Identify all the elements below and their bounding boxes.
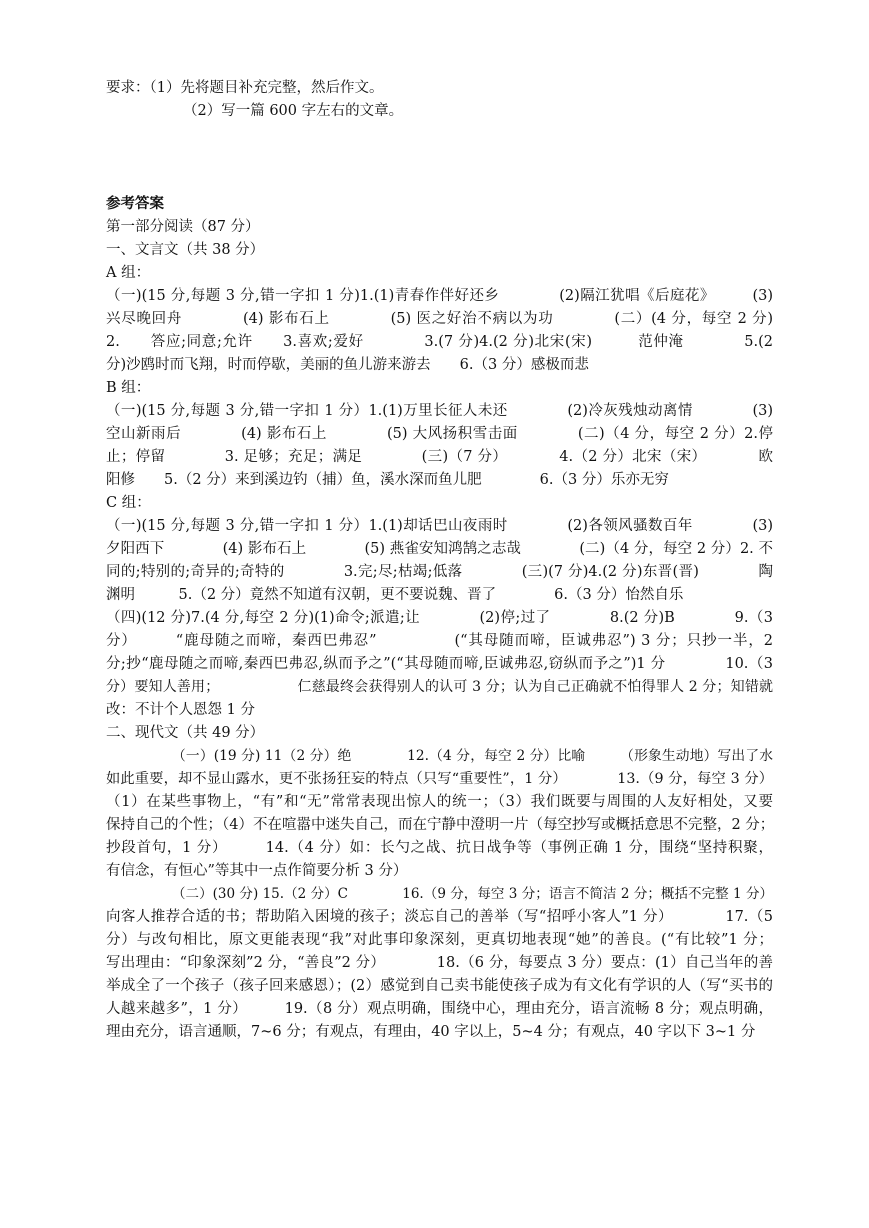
group-c-line: 夕阳西下 (4) 影布石上 (5) 燕雀安知鸿鹄之志哉 (二)（4 分，每空 2 分）2. 不 [106, 541, 773, 557]
requirements-line-2: （2）写一篇 600 字左右的文章。 [183, 103, 404, 119]
group-c-line: 分）要知人善用； 仁慈最终会获得别人的认可 3 分；认为自己正确就不怕得罪人 2 分；知错就 [106, 679, 773, 695]
modern-line: 举成全了一个孩子（孩子回来感恩）；(2）感觉到自己卖书能使孩子成为有文化有学识的人（写“买书的 [106, 978, 773, 994]
group-c-line: 分） “鹿母随之而啼，秦西巴弗忍” (“其母随而啼，臣诚弗忍”) 3 分；只抄一半，2 [106, 633, 773, 649]
group-a-line: 分)沙鸥时而飞翔，时而停歇，美丽的鱼儿游来游去 6.（3 分）感极而悲 [106, 357, 589, 373]
group-b-line: 空山新雨后 (4) 影布石上 (5) 大风扬积雪击面 (二)（4 分，每空 2 分）2.停 [106, 426, 773, 442]
part1-heading: 第一部分阅读（87 分） [106, 219, 260, 235]
section1-heading: 一、文言文（共 38 分） [106, 242, 265, 258]
group-c-line: 分;抄“鹿母随之而啼,秦西巴弗忍,纵而予之”(“其母随而啼,臣诚弗忍,窃纵而予之”)1 分 10.（3 [106, 656, 773, 672]
requirements-line-1: 要求：（1）先将题目补充完整，然后作文。 [106, 80, 384, 96]
modern-line: 保持自己的个性；（4）不在喧嚣中迷失自己，而在宁静中澄明一片（每空抄写或概括意思不完整，2 分； [106, 817, 775, 833]
group-c-label: C 组： [106, 495, 151, 511]
group-c-line: 渊明 5.（2 分）竟然不知道有汉朝，更不要说魏、晋了 6.（3 分）怡然自乐 [106, 587, 684, 603]
group-b-line: （一)(15 分,每题 3 分,错一字扣 1 分）1.(1)万里长征人未还 (2)冷灰残烛动离情 (3) [106, 403, 773, 419]
group-c-line: 同的;特别的;奇异的;奇特的 3.完;尽;枯竭;低落 (三)(7 分)4.(2 分)东晋(晋) 陶 [106, 564, 773, 580]
modern-line: 分）与改句相比，原文更能表现“我”对此事印象深刻，更真切地表现“她”的善良。(“有比较”1 分； [106, 932, 773, 948]
modern-line: 写出理由：“印象深刻”2 分，“善良”2 分） 18.（6 分，每要点 3 分）要点：(1）自己当年的善 [106, 955, 773, 971]
modern-line: （一）(19 分) 11（2 分）绝 12.（4 分，每空 2 分）比喻 （形象生动地）写出了水 [172, 748, 773, 764]
group-c-line: （四)(12 分)7.(4 分,每空 2 分)(1)命令;派遣;让 (2)停;过了 8.(2 分)B 9.（3 [106, 610, 773, 626]
group-a-line: 兴尽晚回舟 (4) 影布石上 (5) 医之好治不病以为功 (二）(4 分，每空 2 分) [106, 311, 773, 327]
group-c-line: （一)(15 分,每题 3 分,错一字扣 1 分）1.(1)却话巴山夜雨时 (2)各领风骚数百年 (3) [106, 518, 773, 534]
modern-line: 如此重要，却不显山露水，更不张扬狂妄的特点（只写“重要性”，1 分） 13.（9 分，每空 3 分） [106, 771, 773, 787]
group-b-label: B 组： [106, 380, 151, 396]
modern-line: 理由充分，语言通顺，7~6 分；有观点，有理由，40 字以上，5~4 分；有观点，40 字以下 3~1 分 [106, 1024, 756, 1040]
modern-line: （1）在某些事物上，“有”和“无”常常表现出惊人的统一；（3）我们既要与周围的人友好相处，又要 [106, 794, 773, 810]
group-a-label: A 组： [106, 265, 151, 281]
modern-line: 人越来越多”，1 分） 19.（8 分）观点明确，围绕中心，理由充分，语言流畅 8 分；观点明确， [106, 1001, 773, 1017]
group-a-line: （一)(15 分,每题 3 分,错一字扣 1 分)1.(1)青春作伴好还乡 (2)隔江犹唱《后庭花》 (3) [106, 288, 773, 304]
section2-heading: 二、现代文（共 49 分） [106, 725, 265, 741]
modern-line: 抄段首句，1 分） 14.（4 分）如：长勺之战、抗日战争等（事例正确 1 分，围绕“坚持积聚， [106, 840, 773, 856]
modern-line: 向客人推荐合适的书；帮助陷入困境的孩子；淡忘自己的善举（写“招呼小客人”1 分） 17.（5 [106, 909, 773, 925]
answers-title: 参考答案 [106, 195, 164, 212]
group-b-line: 止；停留 3. 足够；充足；满足 (三)（7 分） 4.（2 分）北宋（宋） 欧 [106, 449, 773, 465]
group-c-line: 改：不计个人恩怨 1 分 [106, 702, 255, 718]
group-b-line: 阳修 5.（2 分）来到溪边钓（捕）鱼，溪水深而鱼儿肥 6.（3 分）乐亦无穷 [106, 472, 669, 488]
modern-line: 有信念，有恒心”等其中一点作简要分析 3 分） [106, 863, 408, 879]
modern-line: （二）(30 分) 15.（2 分）C 16.（9 分，每空 3 分；语言不简洁 2 分；概括不完整 1 分） [172, 886, 773, 902]
group-a-line: 2. 答应;同意;允许 3.喜欢;爱好 3.(7 分)4.(2 分)北宋(宋) 范仲淹 5.(2 [106, 334, 773, 350]
